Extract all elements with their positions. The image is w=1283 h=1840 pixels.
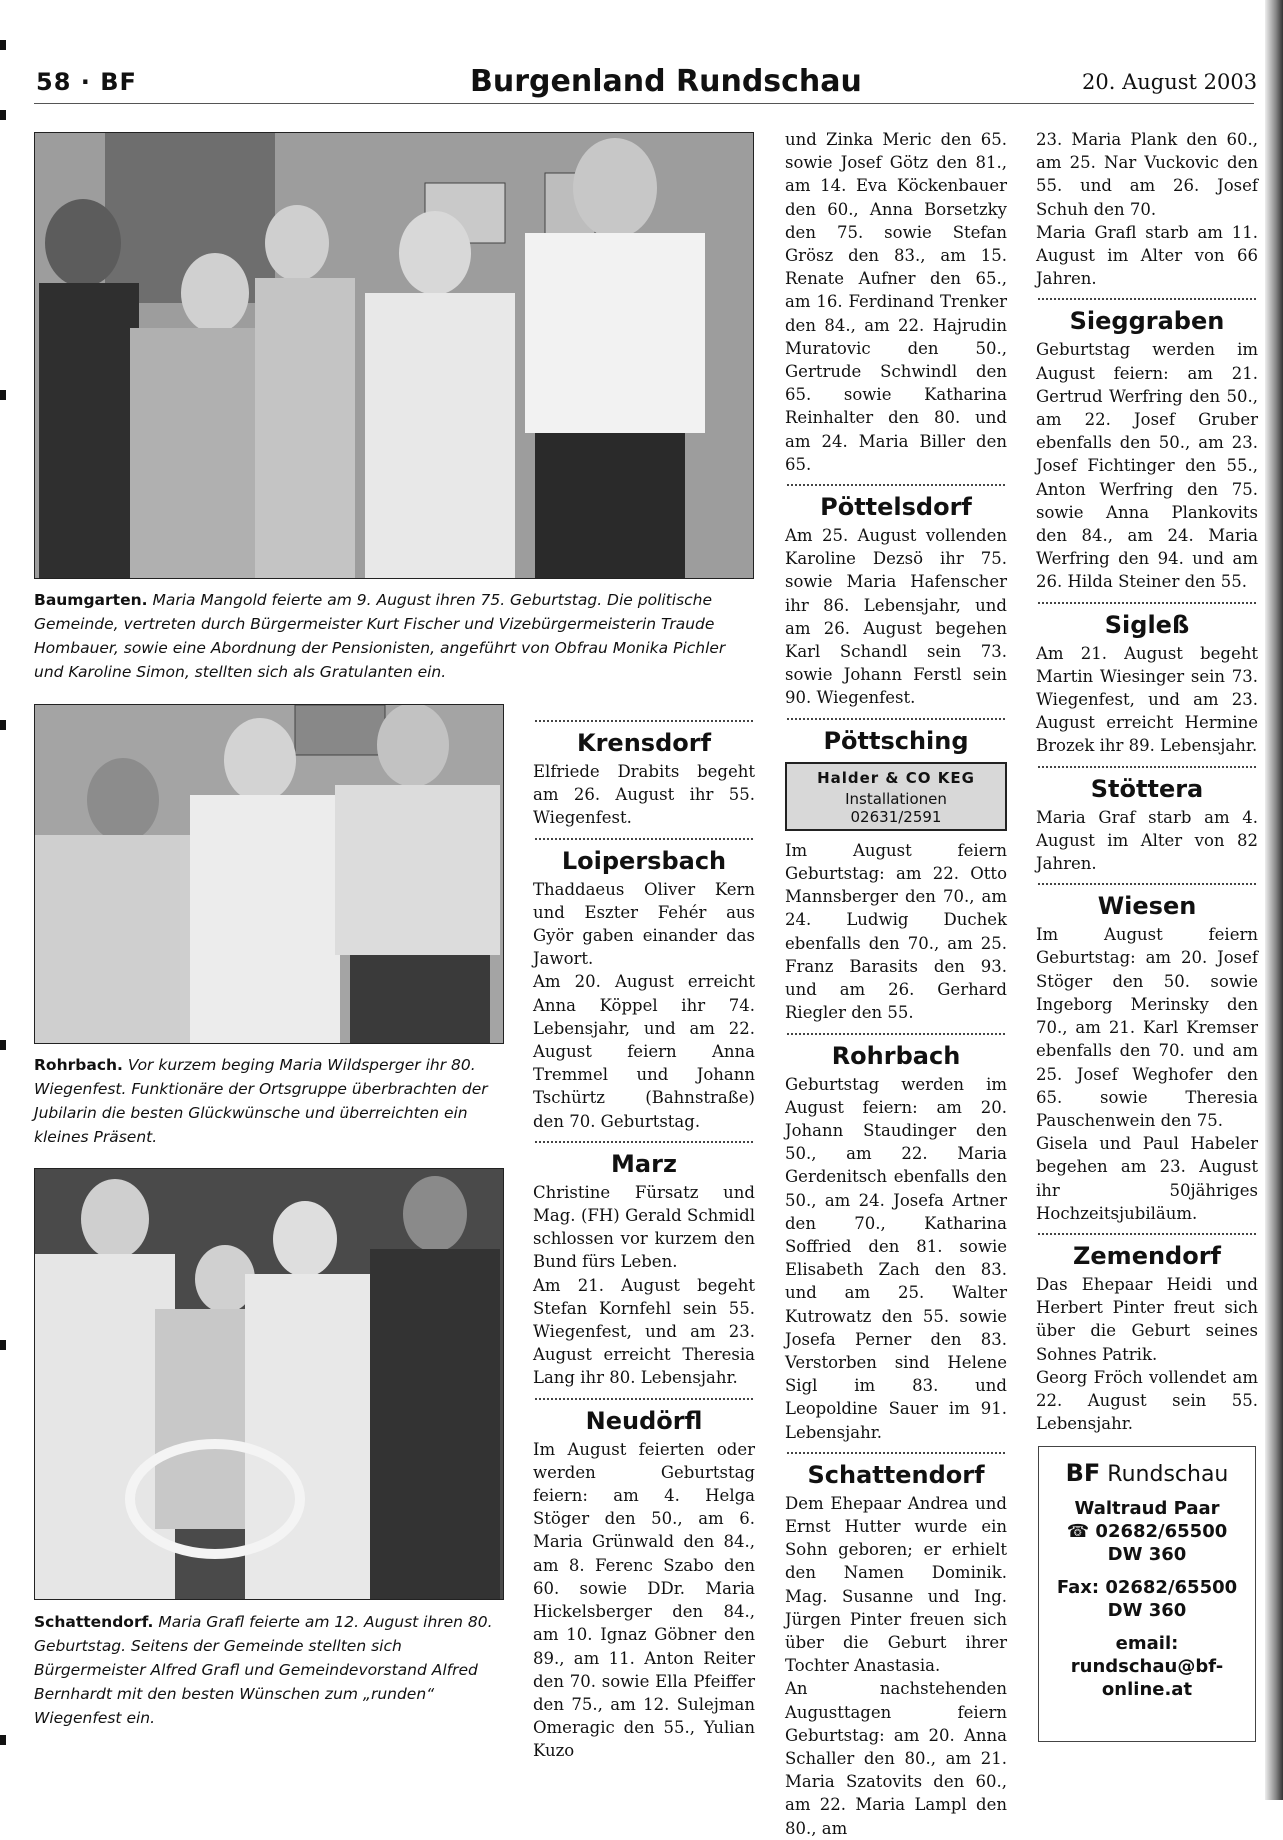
- section-divider: [535, 1141, 753, 1143]
- caption-text: Vor kurzem beging Maria Wildsperger ihr 80. Wiegenfest. Funktionäre der Ortsgruppe überbrachten der Jubilarin die besten Glückwünsche und überreichten ein kleines Präsent.: [34, 1056, 488, 1146]
- contact-email-label: email:: [1115, 1633, 1179, 1654]
- section-divider: [787, 718, 1005, 720]
- article-text: Am 20. August erreicht Anna Köppel ihr 74. Lebensjahr, und am 22. August feiern Anna Tremmel und Johann Tschürtz (Bahnstraße) den 70. Geburtstag.: [533, 972, 755, 1131]
- registration-mark: [0, 1040, 6, 1050]
- column-2: [785, 128, 1007, 1840]
- section-title-poettelsdorf: Pöttelsdorf: [820, 493, 972, 522]
- page-spine-shadow: [1265, 0, 1283, 1800]
- registration-mark: [0, 110, 6, 120]
- caption-schattendorf: [34, 1610, 504, 1730]
- section-divider: [787, 1452, 1005, 1454]
- advertisement-halder: [785, 762, 1007, 831]
- article-text: Maria Grafl starb am 11. August im Alter von 66 Jahren.: [1036, 222, 1258, 289]
- section-title-sieggraben: Sieggraben: [1069, 307, 1225, 336]
- column-3: [1036, 128, 1258, 1435]
- article-text: Im August feiern Geburtstag: am 20. Josef Stöger den 50. sowie Ingeborg Merinsky den 70., am 21. Karl Kremser ebenfalls den 70. und am 25. Josef Weghofer den 65. sowie Theresia Pauschenwein den 75.: [1036, 925, 1258, 1130]
- caption-baumgarten: [34, 588, 754, 684]
- article-text: An nachstehenden Augusttagen feiern Geburtstag: am 20. Anna Schaller den 80., am 21. Maria Szatovits den 60., am 22. Maria Lampl den 80., am: [785, 1679, 1007, 1838]
- ad-line: Installationen: [845, 789, 947, 808]
- article-text: Elfriede Drabits begeht am 26. August ihr 55. Wiegenfest.: [533, 762, 755, 828]
- section-title-neudoerfl: Neudörfl: [585, 1406, 703, 1435]
- caption-place: Schattendorf.: [34, 1613, 154, 1631]
- contact-email-link[interactable]: rundschau@bf-: [1070, 1656, 1224, 1677]
- section-divider: [1038, 766, 1256, 768]
- article-text: Geburtstag werden im August feiern: am 21. Gertrud Werfring den 50., am 22. Josef Gruber ebenfalls den 50., am 23. Josef Fichtinger den 55., Anton Werfring den 75. sowie Anna Plankovits den 84., am 24. Maria Werfring den 94. und am 26. Hilda Steiner den 55.: [1036, 340, 1258, 592]
- section-title-schattendorf: Schattendorf: [807, 1460, 985, 1489]
- header-rule: [34, 103, 1254, 104]
- caption-place: Baumgarten.: [34, 591, 148, 609]
- section-divider: [535, 720, 753, 722]
- article-text: Christine Fürsatz und Mag. (FH) Gerald Schmidl schlossen vor kurzem den Bund fürs Leben.: [533, 1182, 755, 1272]
- contact-name: Waltraud Paar: [1074, 1498, 1220, 1519]
- article-text: 23. Maria Plank den 60., am 25. Nar Vuckovic den 55. und am 26. Josef Schuh den 70.: [1036, 130, 1258, 219]
- contact-dw: DW 360: [1107, 1544, 1187, 1565]
- contact-brand: [1039, 1459, 1255, 1487]
- registration-mark: [0, 390, 6, 400]
- article-text: Thaddaeus Oliver Kern und Eszter Fehér aus Györ gaben einander das Jawort.: [533, 879, 755, 969]
- registration-mark: [0, 1735, 6, 1745]
- article-text: Gisela und Paul Habeler begehen am 23. August ihr 50jähriges Hochzeitsjubiläum.: [1036, 1134, 1258, 1223]
- article-text: Am 25. August vollenden Karoline Dezsö ihr 75. sowie Maria Hafenscher ihr 86. Lebensjahr, und am 26. August begehen Karl Schandl sein 73. sowie Johann Ferstl sein 90. Wiegenfest.: [785, 526, 1007, 708]
- section-divider: [1038, 298, 1256, 300]
- article-text: Am 21. August begeht Stefan Kornfehl sein 55. Wiegenfest, und am 23. August erreicht Theresia Lang ihr 80. Lebensjahr.: [533, 1275, 755, 1388]
- section-title-stoettera: Stöttera: [1090, 774, 1204, 803]
- registration-mark: [0, 40, 6, 50]
- contact-dw: DW 360: [1107, 1600, 1187, 1621]
- issue-date: 20. August 2003: [1082, 70, 1258, 94]
- section-title-zemendorf: Zemendorf: [1073, 1241, 1221, 1270]
- ad-phone: 02631/2591: [850, 807, 942, 826]
- page-number: 58 · BF: [36, 68, 137, 96]
- article-text: Georg Fröch vollendet am 22. August sein 55. Lebensjahr.: [1036, 1367, 1258, 1434]
- contact-email-link[interactable]: online.at: [1101, 1679, 1193, 1700]
- photo-schattendorf: [34, 1168, 504, 1600]
- contact-box: [1038, 1446, 1256, 1742]
- section-title-poettsching: Pöttsching: [823, 726, 969, 755]
- photo-rohrbach: [34, 704, 504, 1044]
- publication-title: Burgenland Rundschau: [470, 64, 862, 99]
- article-text: Maria Graf starb am 4. August im Alter von 82 Jahren.: [1036, 807, 1258, 874]
- section-title-loipersbach: Loipersbach: [561, 846, 727, 875]
- ad-company-name: Halder & CO KEG: [817, 768, 975, 787]
- section-divider: [787, 484, 1005, 486]
- article-text: Dem Ehepaar Andrea und Ernst Hutter wurde ein Sohn geboren; er erhielt den Namen Dominik. Mag. Susanne und Ing. Jürgen Pinter freuen sich über die Geburt ihrer Tochter Anastasia.: [785, 1493, 1007, 1676]
- section-title-marz: Marz: [611, 1149, 677, 1178]
- registration-mark: [0, 720, 6, 730]
- article-text: Das Ehepaar Heidi und Herbert Pinter freut sich über die Geburt seines Sohnes Patrik.: [1036, 1274, 1258, 1364]
- column-1: [533, 712, 755, 1763]
- article-text: Im August feiern Geburtstag: am 22. Otto Mannsberger den 70., am 24. Ludwig Duchek ebenfalls den 70., am 25. Franz Barasits den 93. und am 26. Gerhard Riegler den 55.: [785, 840, 1007, 1023]
- caption-rohrbach: [34, 1053, 504, 1149]
- section-title-wiesen: Wiesen: [1097, 892, 1197, 921]
- section-divider: [787, 1033, 1005, 1035]
- article-text: und Zinka Meric den 65. sowie Josef Götz den 81., am 14. Eva Köckenbauer den 60., Anna Borsetzky den 75. sowie Stefan Grösz den 83., am 15. Renate Aufner den 65., am 16. Ferdinand Trenker den 84., am 22. Hajrudin Muratovic den 50., Gertrude Schwindl den 65. sowie Katharina Reinhalter den 80. und am 24. Maria Biller den 65.: [785, 130, 1007, 474]
- section-divider: [1038, 1233, 1256, 1235]
- section-divider: [1038, 602, 1256, 604]
- brand-name: Rundschau: [1100, 1462, 1229, 1487]
- section-title-krensdorf: Krensdorf: [576, 729, 712, 757]
- article-text: Am 21. August begeht Martin Wiesinger sein 73. Wiegenfest, und am 23. August erreicht Hermine Brozek ihr 89. Lebensjahr.: [1036, 643, 1258, 756]
- contact-fax: Fax: 02682/65500: [1056, 1577, 1238, 1598]
- article-text: Geburtstag werden im August feiern: am 20. Johann Staudinger den 50., am 22. Maria Gerdenitsch ebenfalls den 50., am 24. Josefa Artner den 70., Katharina Soffried den 81. sowie Elisabeth Zach den 83. und am 25. Walter Kutrowatz den 55. sowie Josefa Perner den 83. Verstorben sind Helene Sigl im 83. und Leopoldine Sauer im 91. Lebensjahr.: [785, 1074, 1007, 1442]
- section-divider: [535, 1398, 753, 1400]
- section-title-sigless: Sigleß: [1104, 610, 1190, 639]
- brand-logo: BF: [1065, 1459, 1101, 1487]
- caption-place: Rohrbach.: [34, 1056, 123, 1074]
- article-text: Im August feierten oder werden Geburtstag feiern: am 4. Helga Stöger den 50., am 6. Maria Grünwald den 84., am 8. Ferenc Szabo den 60. sowie DDr. Maria Hickelsberger den 84., am 10. Ignaz Göbner den 89., am 11. Anton Reiter den 70. sowie Ella Pfeiffer den 75., am 12. Sulejman Omeragic den 55., Yulian Kuzo: [533, 1439, 755, 1761]
- registration-mark: [0, 1340, 6, 1350]
- photo-baumgarten: [34, 132, 754, 579]
- contact-phone: ☎ 02682/65500: [1066, 1521, 1228, 1542]
- section-divider: [1038, 883, 1256, 885]
- caption-text: Maria Grafl feierte am 12. August ihren 80. Geburtstag. Seitens der Gemeinde stellten sich Bürgermeister Alfred Grafl und Gemeindevorstand Alfred Bernhardt mit den besten Wünschen zum „runden“ Wiegenfest ein.: [34, 1613, 493, 1727]
- section-divider: [535, 838, 753, 840]
- caption-text: Maria Mangold feierte am 9. August ihren 75. Geburtstag. Die politische Gemeinde, vertreten durch Bürgermeister Kurt Fischer und Vizebürgermeisterin Traude Hombauer, sowie eine Abordnung der Pensionisten, angeführt von Obfrau Monika Pichler und Karoline Simon, stellten sich als Gratulanten ein.: [34, 591, 726, 681]
- section-title-rohrbach: Rohrbach: [831, 1041, 961, 1070]
